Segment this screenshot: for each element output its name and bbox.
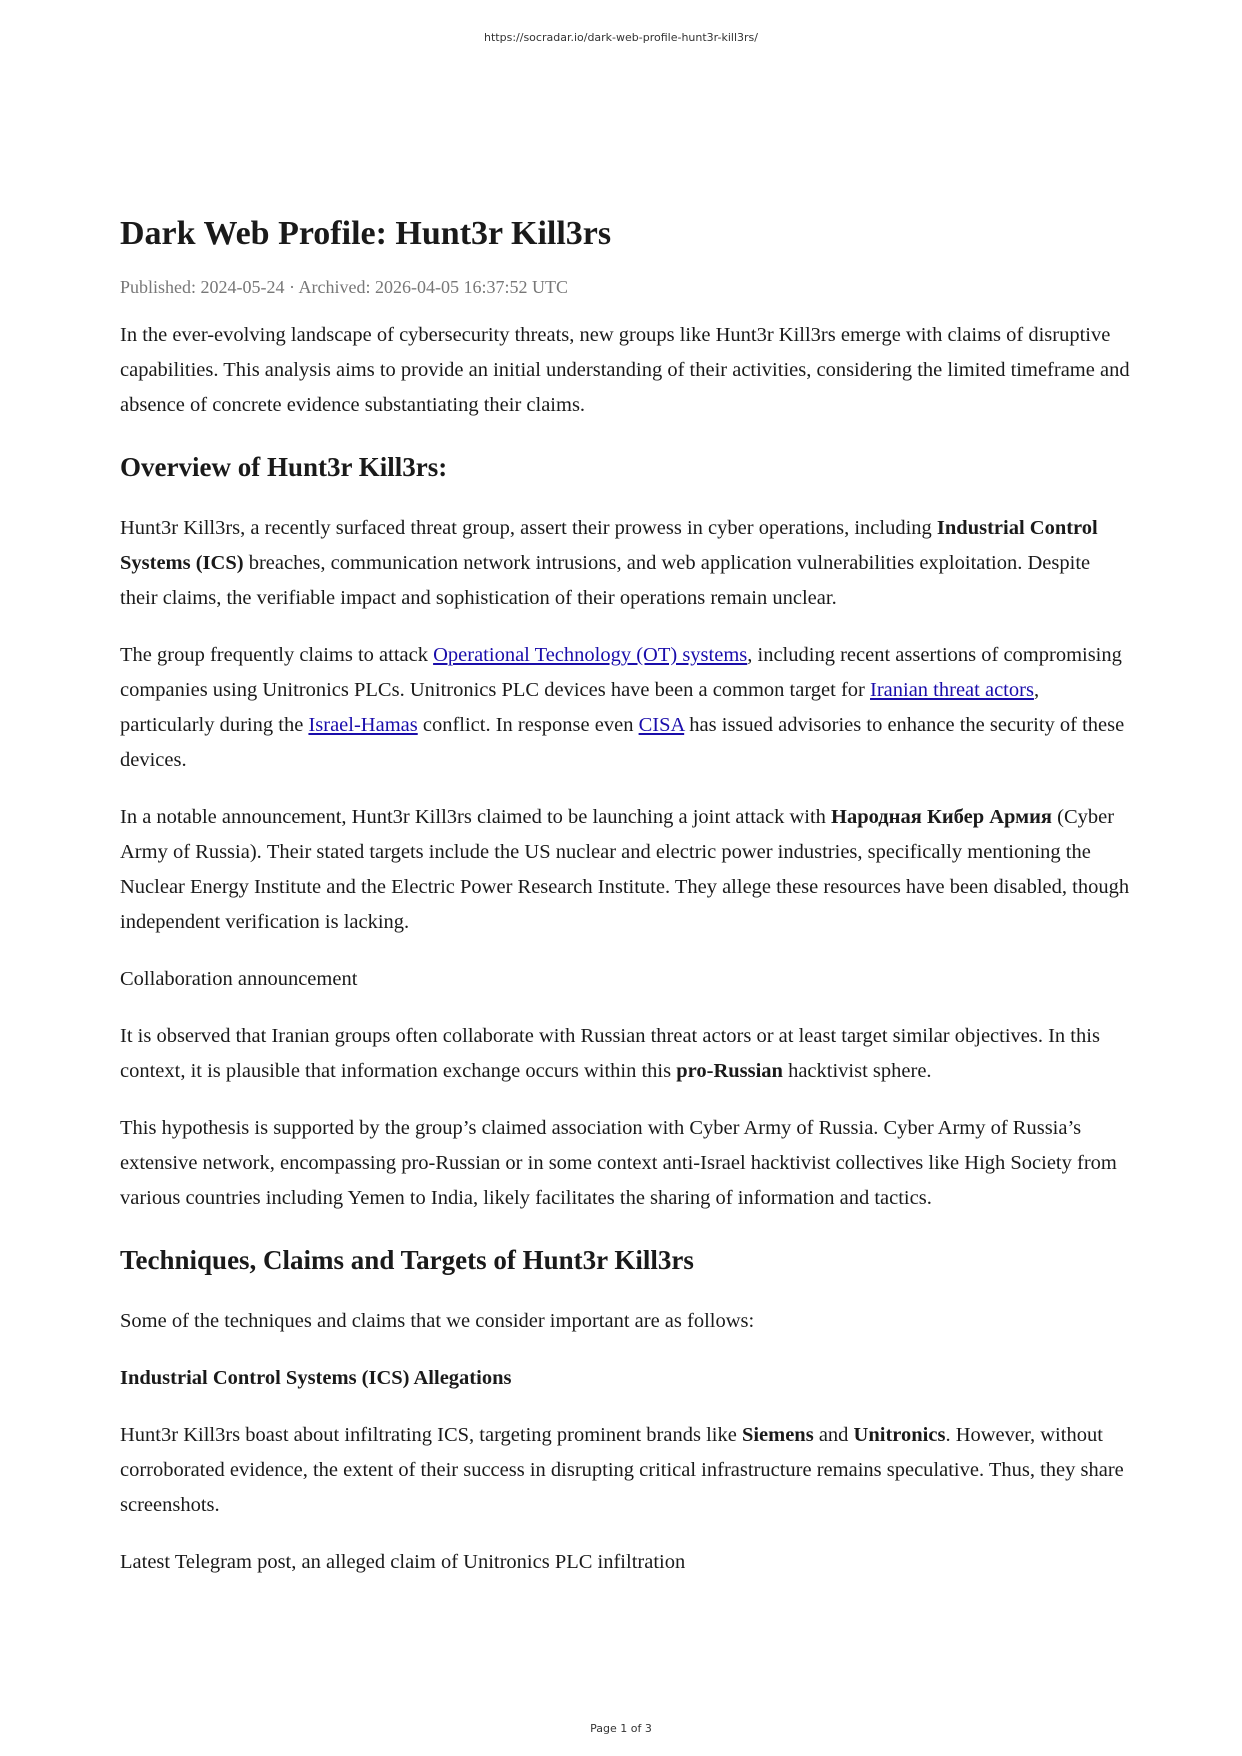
bold-text: Siemens xyxy=(741,1424,814,1446)
overview-paragraph-3 xyxy=(120,800,1130,940)
image-caption: Collaboration announcement xyxy=(120,968,358,990)
overview-paragraph-2 xyxy=(120,638,1130,778)
bold-text: pro-Russian xyxy=(676,1060,783,1082)
text-span: and xyxy=(813,1424,854,1446)
bold-text: Industrial Control Systems (ICS) Allegations xyxy=(120,1367,512,1389)
article-meta: Published: 2024-05-24 · Archived: 2026-04-05 16:37:52 UTC xyxy=(120,277,568,297)
overview-paragraph-4 xyxy=(120,1019,1130,1089)
text-span: , particularly during the xyxy=(120,679,1040,736)
bold-text: Industrial Control Systems (ICS) xyxy=(120,517,1098,574)
link-iranian-threat-actors[interactable]: Iranian threat actors xyxy=(870,679,1034,701)
overview-paragraph-1 xyxy=(120,511,1130,616)
text-span: , including recent assertions of compromising companies using Unitronics PLCs. Unitronics PLC devices have been a common target for xyxy=(120,644,1122,701)
intro-paragraph: In the ever-evolving landscape of cybersecurity threats, new groups like Hunt3r Kill3rs emerge with claims of disruptive capabilities. This analysis aims to provide an initial understanding of their activities, considering the limited timeframe and absence of concrete evidence substantiating their claims. xyxy=(120,324,1130,416)
link-israel-hamas[interactable]: Israel-Hamas xyxy=(308,714,418,736)
text-span: In a notable announcement, Hunt3r Kill3rs claimed to be launching a joint attack with xyxy=(120,806,832,828)
bold-text: Народная Кибер Армия xyxy=(831,806,1052,828)
ics-heading xyxy=(120,1361,1130,1396)
text-span: . However, without corroborated evidence, the extent of their success in disrupting critical infrastructure remains speculative. Thus, they share screenshots. xyxy=(120,1424,1124,1516)
page-url: https://socradar.io/dark-web-profile-hunt3r-kill3rs/ xyxy=(484,31,758,44)
techniques-intro: Some of the techniques and claims that we consider important are as follows: xyxy=(120,1310,755,1332)
article-title: Dark Web Profile: Hunt3r Kill3rs xyxy=(120,215,612,252)
text-span: hacktivist sphere. xyxy=(782,1060,932,1082)
text-span: breaches, communication network intrusions, and web application vulnerabilities exploitation. Despite their claims, the verifiable impact and sophistication of their operations remain unclear. xyxy=(120,552,1091,609)
text-span: The group frequently claims to attack xyxy=(120,644,434,666)
text-span: Hunt3r Kill3rs, a recently surfaced threat group, assert their prowess in cyber operations, including xyxy=(120,517,937,539)
page-number: Page 1 of 3 xyxy=(590,1722,652,1735)
text-span: conflict. In response even xyxy=(417,714,639,736)
link-cisa[interactable]: CISA xyxy=(638,714,685,736)
ics-paragraph xyxy=(120,1418,1130,1523)
text-span: has issued advisories to enhance the security of these devices. xyxy=(120,714,1125,771)
techniques-heading: Techniques, Claims and Targets of Hunt3r Kill3rs xyxy=(120,1245,694,1275)
link-ot-systems[interactable]: Operational Technology (OT) systems xyxy=(433,644,748,666)
image-caption: Latest Telegram post, an alleged claim of Unitronics PLC infiltration xyxy=(120,1551,686,1573)
text-span: (Cyber Army of Russia). Their stated targets include the US nuclear and electric power industries, specifically mentioning the Nuclear Energy Institute and the Electric Power Research Institute. They allege these resources have been disabled, though independent verification is lacking. xyxy=(120,806,1130,933)
overview-heading: Overview of Hunt3r Kill3rs: xyxy=(120,452,448,482)
overview-paragraph-5: This hypothesis is supported by the group’s claimed association with Cyber Army of Russia. Cyber Army of Russia’s extensive network, encompassing pro-Russian or in some context anti-Israel hacktivist collectives like High Society from various countries including Yemen to India, likely facilitates the sharing of information and tactics. xyxy=(120,1117,1117,1209)
text-span: It is observed that Iranian groups often collaborate with Russian threat actors or at least target similar objectives. In this context, it is plausible that information exchange occurs within this xyxy=(120,1025,1100,1082)
article xyxy=(120,212,1130,1602)
text-span: Hunt3r Kill3rs boast about infiltrating ICS, targeting prominent brands like xyxy=(120,1424,742,1446)
bold-text: Unitronics xyxy=(853,1424,946,1446)
